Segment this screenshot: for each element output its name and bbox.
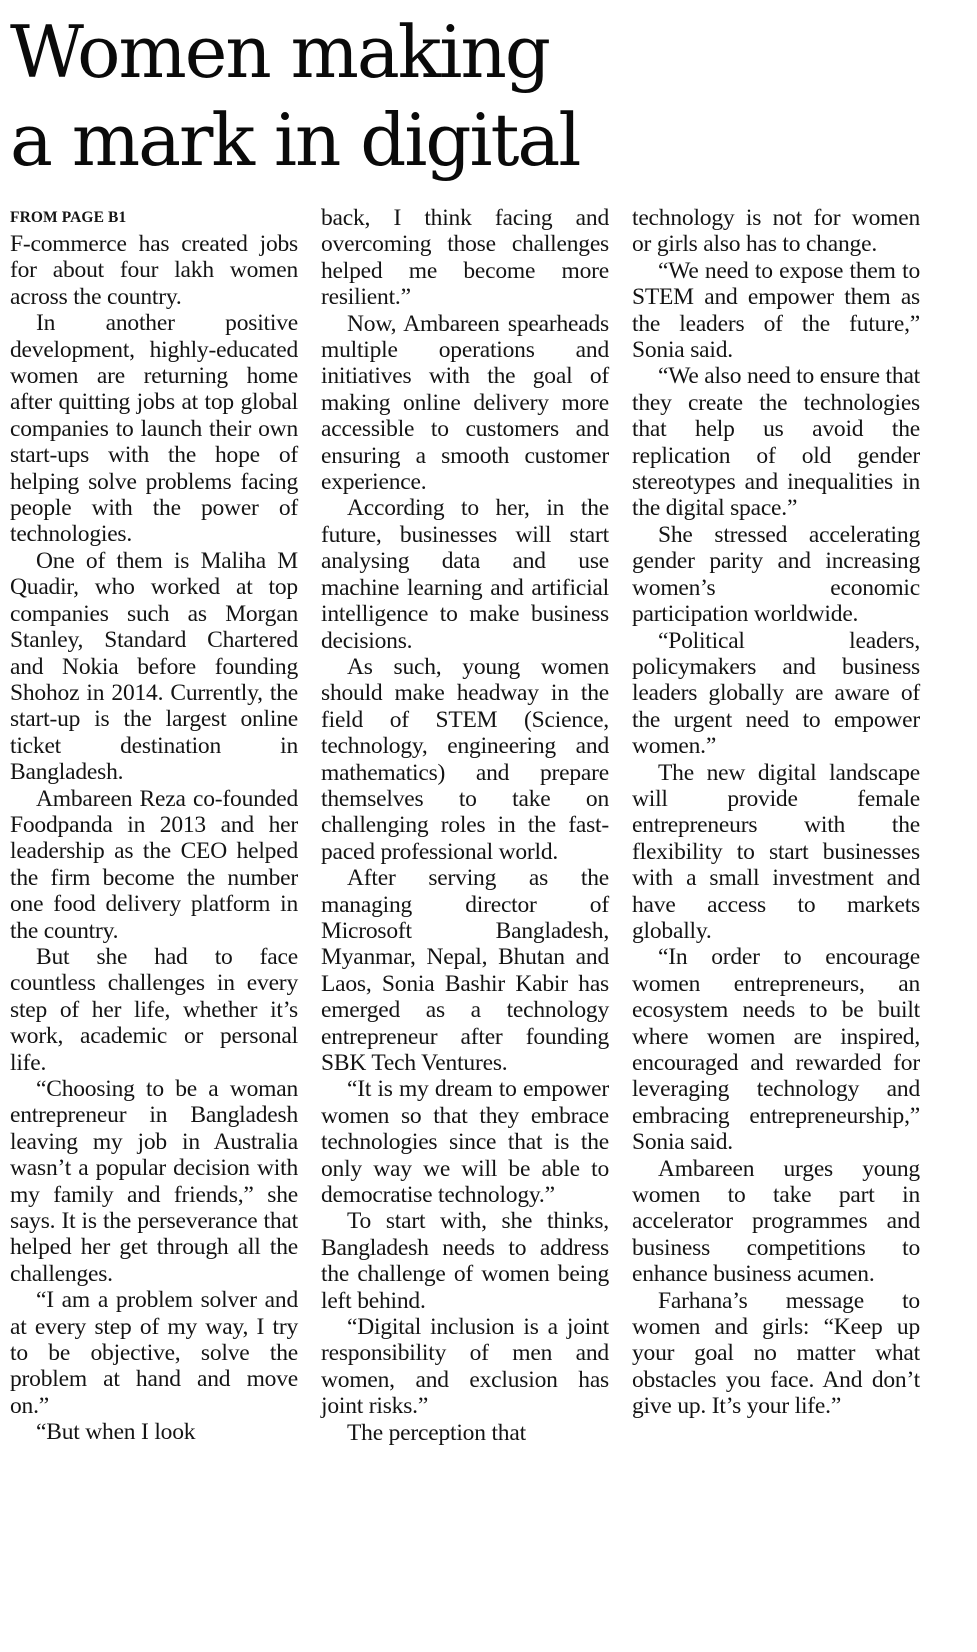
paragraph: But she had to face countless challenges in every step of her life, whether it’s work, academic or personal life. bbox=[10, 943, 298, 1076]
paragraph: “Digital inclusion is a joint responsibility of men and women, and exclusion has joint risks.” bbox=[321, 1314, 609, 1420]
paragraph: F-commerce has created jobs for about four lakh women across the country. bbox=[10, 231, 298, 310]
paragraph: back, I think facing and overcoming those challenges helped me become more resilient.” bbox=[321, 205, 609, 311]
headline bbox=[10, 8, 950, 184]
article-body bbox=[10, 205, 920, 1645]
paragraph: Farhana’s message to women and girls: “Keep up your goal no matter what obstacles you face. And don’t give up. It’s your life.” bbox=[632, 1287, 920, 1420]
paragraph: “It is my dream to empower women so that they embrace technologies since that is the only way we will be able to democratise technology.” bbox=[321, 1076, 609, 1209]
paragraph: Ambareen urges young women to take part in accelerator programmes and business competitions to enhance business acumen. bbox=[632, 1155, 920, 1288]
paragraph: Now, Ambareen spearheads multiple operations and initiatives with the goal of making online delivery more accessible to customers and ensuring a smooth customer experience. bbox=[321, 310, 609, 496]
paragraph: “We also need to ensure that they create the technologies that help us avoid the replication of old gender stereotypes and inequalities in the digital space.” bbox=[632, 363, 920, 522]
paragraph: The new digital landscape will provide female entrepreneurs with the flexibility to start businesses with a small investment and have access to markets globally. bbox=[632, 759, 920, 944]
paragraph: According to her, in the future, businesses will start analysing data and use machine learning and artificial intelligence to make business decisions. bbox=[321, 495, 609, 654]
paragraph: “Political leaders, policymakers and business leaders globally are aware of the urgent need to empower women.” bbox=[632, 627, 920, 760]
paragraph: Ambareen Reza co-founded Foodpanda in 2013 and her leadership as the CEO helped the firm become the number one food delivery platform in the country. bbox=[10, 785, 298, 944]
paragraph: “I am a problem solver and at every step of my way, I try to be objective, solve the problem at hand and move on.” bbox=[10, 1287, 298, 1419]
column-2 bbox=[321, 205, 609, 1446]
paragraph: “In order to encourage women entrepreneurs, an ecosystem needs to be built where women are inspired, encouraged and rewarded for leveraging technology and embracing entrepreneurship,” Sonia said. bbox=[632, 944, 920, 1156]
dateline: FROM PAGE B1 bbox=[10, 209, 127, 226]
headline-line-2: a mark in digital bbox=[10, 98, 580, 182]
paragraph: “Choosing to be a woman entrepreneur in Bangladesh leaving my job in Australia wasn’t a popular decision with my family and friends,” she says. It is the perseverance that helped her get through all the challenges. bbox=[10, 1076, 298, 1287]
paragraph: technology is not for women or girls also has to change. bbox=[632, 205, 920, 258]
paragraph: As such, young women should make headway in the field of STEM (Science, technology, engineering and mathematics) and prepare themselves to take on challenging roles in the fast-paced professional world. bbox=[321, 653, 609, 865]
headline-line-1: Women making bbox=[10, 10, 549, 94]
paragraph: After serving as the managing director of Microsoft Bangladesh, Myanmar, Nepal, Bhutan and Laos, Sonia Bashir Kabir has emerged as a technology entrepreneur after founding SBK Tech Ventures. bbox=[321, 865, 609, 1076]
paragraph: In another positive development, highly-educated women are returning home after quitting jobs at top global companies to launch their own start-ups with the hope of helping solve problems facing people with the power of technologies. bbox=[10, 310, 298, 548]
paragraph: “We need to expose them to STEM and empower them as the leaders of the future,” Sonia said. bbox=[632, 257, 920, 364]
column-1 bbox=[10, 205, 298, 1446]
paragraph: “But when I look bbox=[36, 1419, 196, 1446]
column-3 bbox=[632, 205, 920, 1420]
paragraph: She stressed accelerating gender parity and increasing women’s economic participation worldwide. bbox=[632, 521, 920, 628]
paragraph: The perception that bbox=[347, 1419, 526, 1446]
paragraph: To start with, she thinks, Bangladesh needs to address the challenge of women being left behind. bbox=[321, 1208, 609, 1314]
paragraph: One of them is Maliha M Quadir, who worked at top companies such as Morgan Stanley, Standard Chartered and Nokia before founding Shohoz in 2014. Currently, the start-up is the largest online ticket destination in Bangladesh. bbox=[10, 547, 298, 786]
